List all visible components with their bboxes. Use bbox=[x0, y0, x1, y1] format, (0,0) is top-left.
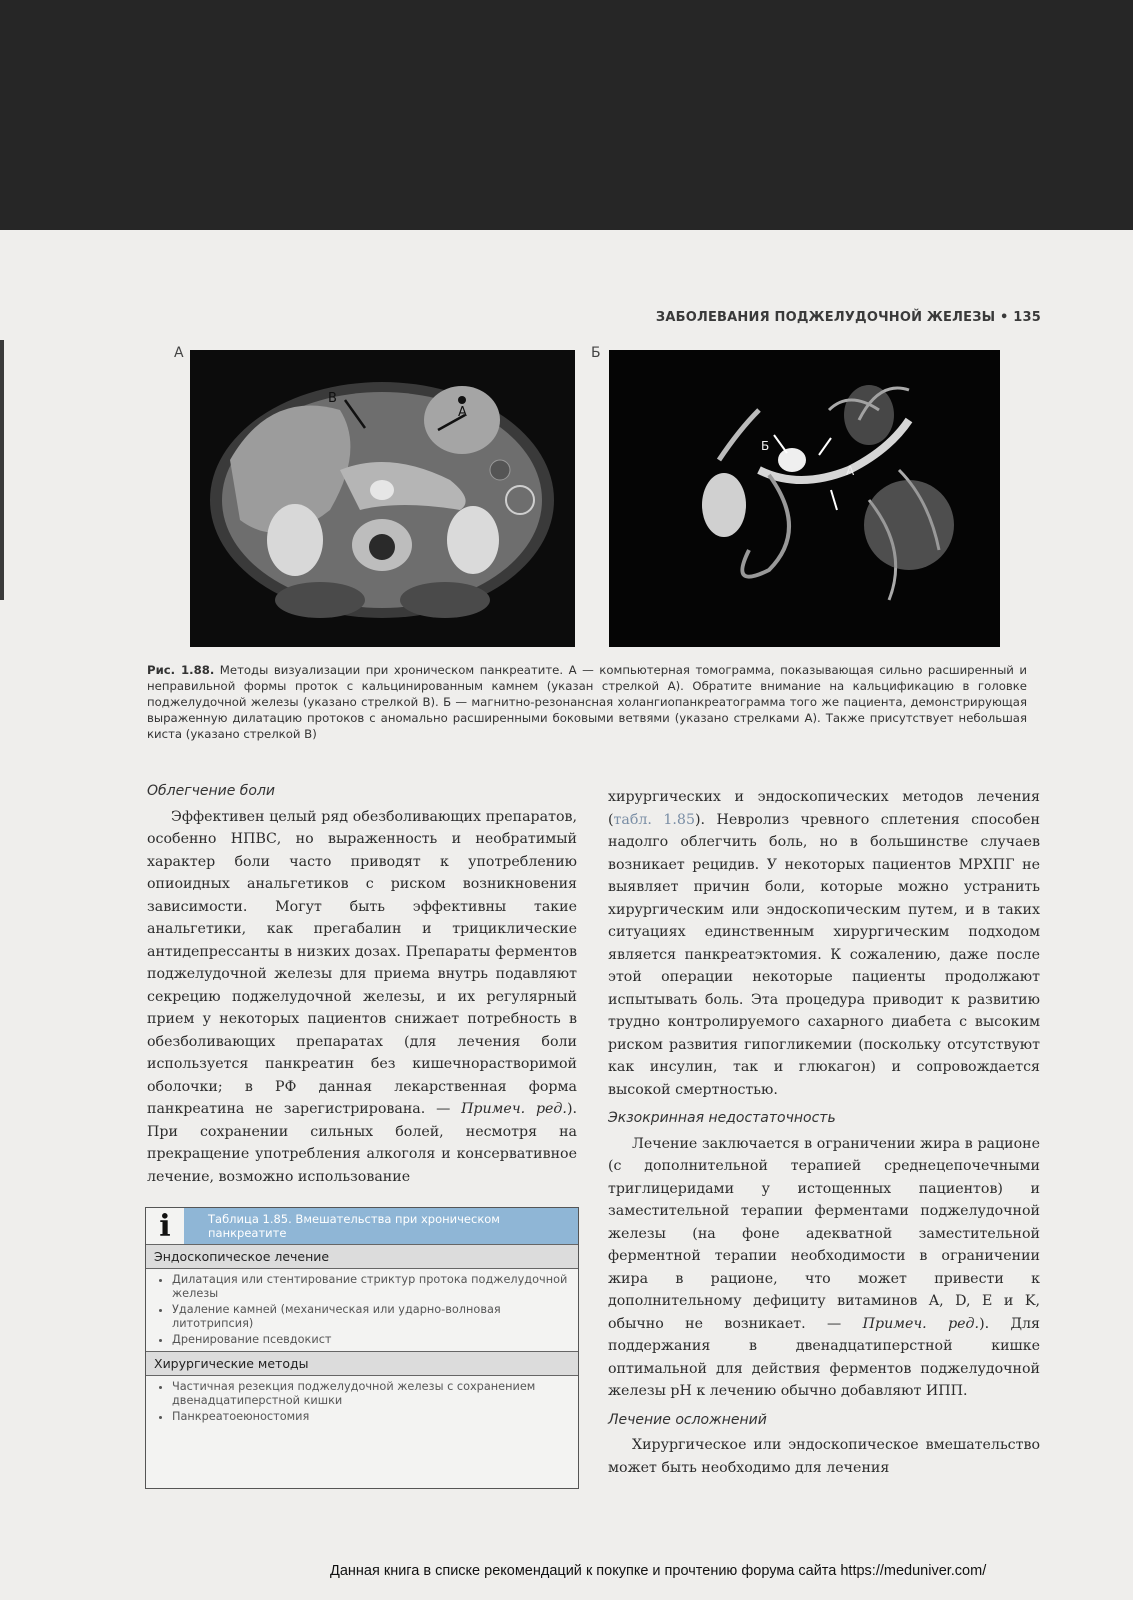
left-column bbox=[147, 780, 577, 1188]
arrow-b-label: Б bbox=[761, 439, 770, 453]
list-item: • Частичная резекция поджелудочной железы с сохранением двенадцатиперстной кишки bbox=[172, 1380, 568, 1408]
surgical-list bbox=[146, 1380, 578, 1424]
info-icon: i bbox=[146, 1208, 184, 1244]
arrow-a-label: А bbox=[458, 405, 467, 420]
arrow-a-label: А bbox=[846, 464, 855, 478]
mrcp-image bbox=[609, 350, 1000, 647]
ct-scan-image bbox=[190, 350, 575, 647]
footer-watermark: Данная книга в списке рекомендаций к покупке и прочтению форума сайта https://meduniver.com/ bbox=[330, 1563, 987, 1579]
heading-complications: Лечение осложнений bbox=[608, 1411, 767, 1428]
arrow-b-label: В bbox=[328, 391, 337, 406]
running-head: ЗАБОЛЕВАНИЯ ПОДЖЕЛУДОЧНОЙ ЖЕЛЕЗЫ • 135 bbox=[655, 310, 1041, 325]
paragraph-exocrine bbox=[608, 1133, 1040, 1403]
exocrine-text-2: ). Для поддержания в двенадцатиперстной кишке оптимальной для действия ферментов поджелудочной железы pH к лечению обычно добавляют ИПП. bbox=[608, 1315, 1041, 1399]
dark-scan-band bbox=[0, 0, 1133, 230]
caption-text: Методы визуализации при хроническом панкреатите. А — компьютерная томограмма, показывающая сильно расширенный и неправильной формы проток с кальцинированным камнем (указан стрелкой А). Обратите внимание на кальцификацию в головке поджелудочной железы (указано стрелкой В). Б — магнитно-резонансная холангиопанкреатограмма того же пациента, демонстрирующая выраженную дилатацию протоков с аномально расширенными боковыми ветвями (указано стрелками А). Также присутствует небольшая киста (указано стрелкой В) bbox=[147, 663, 1028, 741]
table-section-surgical: Хирургические методы bbox=[146, 1351, 578, 1376]
paragraph-complications bbox=[608, 1434, 1040, 1479]
list-item: • Дилатация или стентирование стриктур протока поджелудочной железы bbox=[172, 1273, 568, 1301]
figure-caption bbox=[147, 662, 1027, 742]
paragraph-continuation bbox=[608, 786, 1040, 1101]
editor-note: Примеч. ред. bbox=[461, 1101, 567, 1117]
panel-a-letter: А bbox=[174, 345, 184, 361]
pain-relief-text-2: ). При сохранении сильных болей, несмотря на прекращение употребления алкоголя и консервативное лечение, возможно использование bbox=[147, 1101, 577, 1185]
continuation-text-2: ). Невролиз чревного сплетения способен надолго облегчить боль, но в большинстве случаев возникает рецидив. У некоторых пациентов МРХПГ не выявляет причин боли, которые можно устранить хирургическим или эндоскопическим путем, и в таких ситуациях единственным хирургическим подходом является панкреатэктомия. К сожалению, даже после этой операции некоторые пациенты продолжают испытывать боль. Эта процедура приводит к развитию трудно контролируемого сахарного диабета с высоким риском развития гипогликемии (поскольку отсутствуют как инсулин, так и глюкагон) и сопровождается высокой смертностью. bbox=[608, 811, 1040, 1098]
list-item: • Дренирование псевдокист bbox=[172, 1333, 568, 1347]
heading-pain-relief: Облегчение боли bbox=[147, 783, 276, 799]
table-1-85 bbox=[145, 1207, 579, 1489]
pain-relief-text-1: Эффективен целый ряд обезболивающих препаратов, особенно НПВС, но выраженность и необратимый характер боли часто приводят к употреблению опиоидных анальгетиков с риском возникновения зависимости. Могут быть эффективны такие анальгетики, как прегабалин и трициклические антидепрессанты в низких дозах. Препараты ферментов поджелудочной железы для приема внутрь подавляют секрецию поджелудочной железы, и их регулярный прием у некоторых пациентов снижает потребность в обезболивающих препаратах (для лечения боли используется панкреатин без кишечнорастворимой оболочки; в РФ данная лекарственная форма панкреатина не зарегистрирована. — bbox=[147, 808, 577, 1117]
complications-text: Хирургическое или эндоскопическое вмешательство может быть необходимо для лечения bbox=[608, 1437, 1040, 1476]
figure-number: Рис. 1.88. bbox=[147, 663, 215, 677]
endoscopic-list bbox=[146, 1273, 578, 1347]
page-edge-shadow bbox=[0, 340, 4, 600]
continuation-text-1: хирургических и эндоскопических методов лечения ( bbox=[608, 789, 1040, 828]
panel-b-letter: Б bbox=[591, 345, 601, 361]
table-title: Таблица 1.85. Вмешательства при хроническом панкреатите bbox=[208, 1212, 500, 1240]
table-reference-link[interactable]: табл. 1.85 bbox=[613, 811, 695, 828]
heading-exocrine-insufficiency: Экзокринная недостаточность bbox=[608, 1110, 836, 1126]
editor-note: Примеч. ред. bbox=[862, 1315, 980, 1332]
paragraph-pain-relief bbox=[147, 806, 577, 1189]
table-section-endoscopic: Эндоскопическое лечение bbox=[146, 1244, 578, 1269]
list-item: • Удаление камней (механическая или ударно-волновая литотрипсия) bbox=[172, 1303, 568, 1331]
exocrine-text-1: Лечение заключается в ограничении жира в рационе (с дополнительной терапией среднецепочечными триглицеридами у истощенных пациентов) и заместительной терапии ферментами поджелудочной железы (на фоне адекватной заместительной ферментной терапии необходимости в ограничении жира в рационе, что может привести к дополнительному дефициту витаминов A, D, E и K, обычно не возникает. — bbox=[608, 1135, 1040, 1332]
table-header bbox=[146, 1208, 578, 1244]
right-column bbox=[608, 786, 1040, 1479]
list-item: • Панкреатоеюностомия bbox=[172, 1410, 568, 1424]
